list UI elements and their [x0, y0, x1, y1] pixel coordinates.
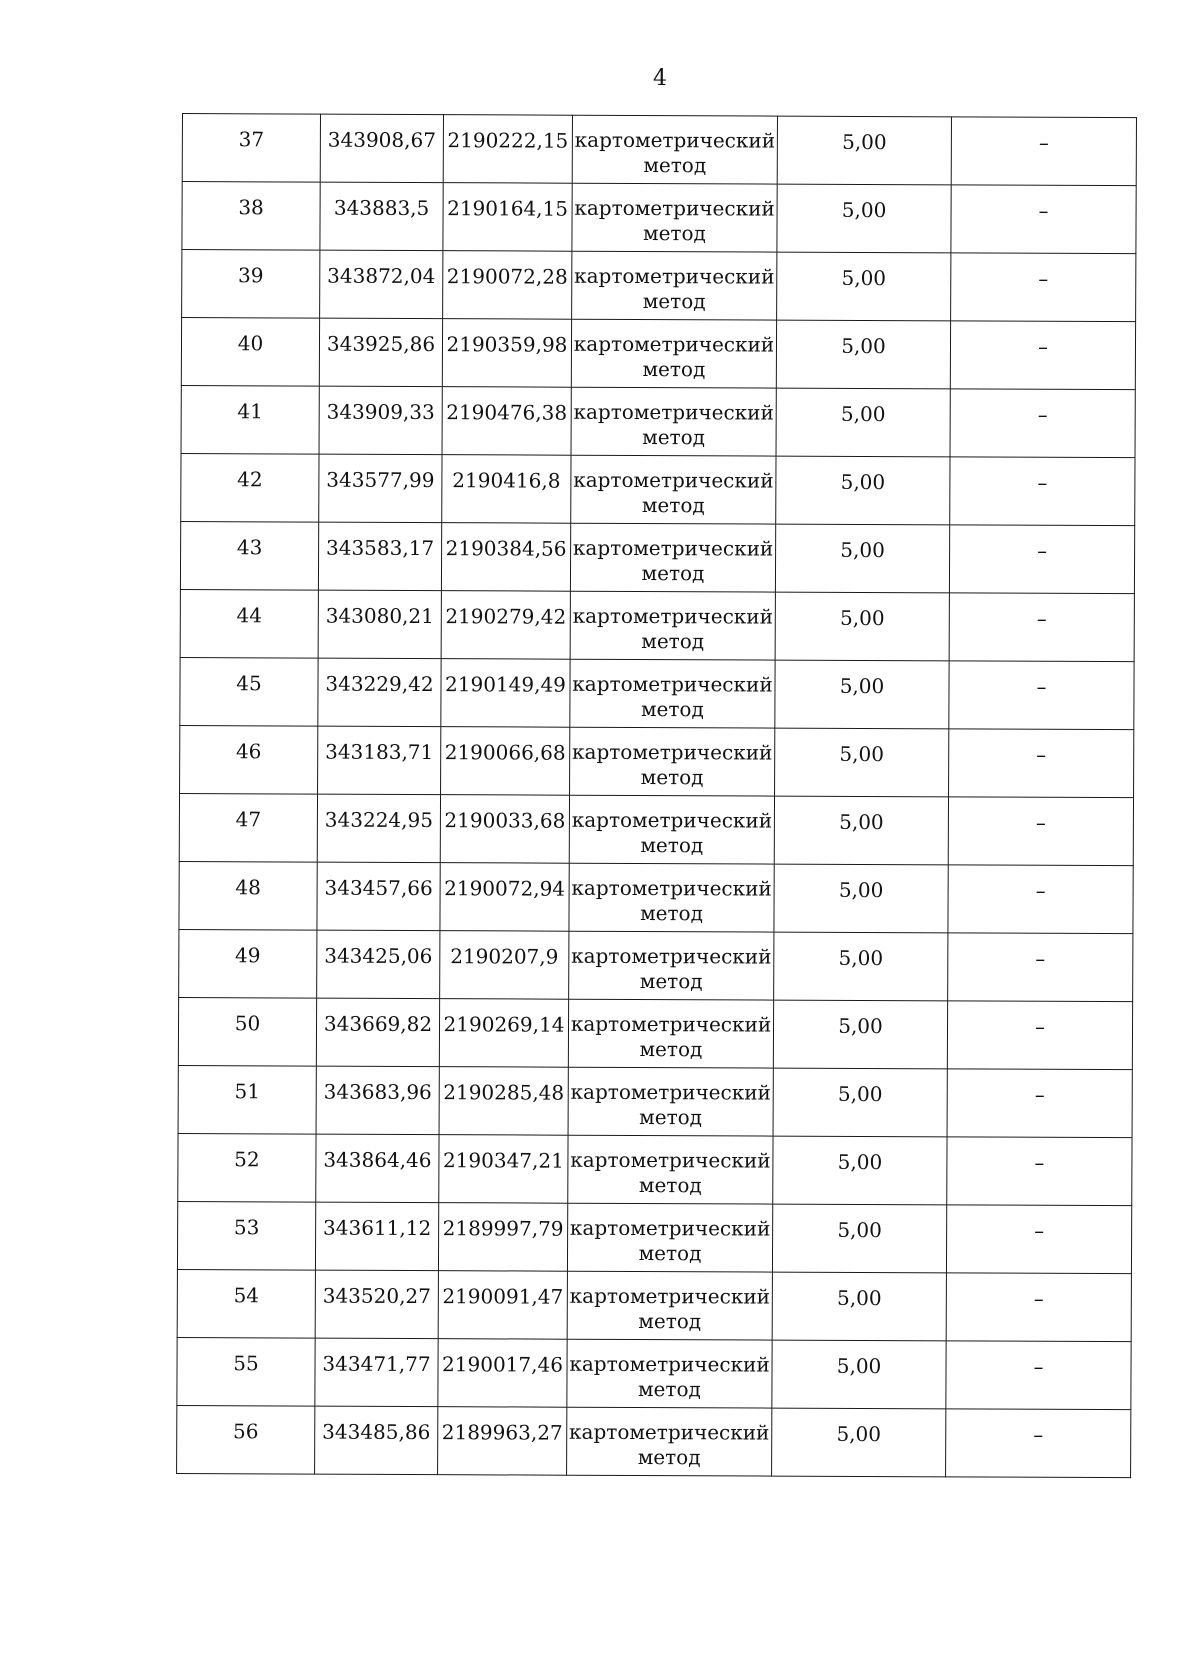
method-line-1: картометрический [574, 127, 776, 153]
method-line-1: картометрический [573, 467, 774, 493]
table-row [180, 521, 1134, 593]
x-coordinate-cell: 343908,67 [320, 114, 443, 183]
table-row [182, 250, 1136, 322]
accuracy-cell: 5,00 [772, 1204, 946, 1273]
y-coordinate-cell: 2190164,15 [443, 183, 572, 252]
note-cell: – [948, 933, 1133, 1002]
y-coordinate-cell: 2190222,15 [443, 115, 572, 184]
x-coordinate-cell: 343872,04 [320, 250, 443, 319]
point-number-cell: 51 [178, 1065, 316, 1134]
x-coordinate-cell: 343883,5 [320, 182, 443, 251]
point-number-cell: 55 [177, 1337, 315, 1406]
method-line-1: картометрический [570, 1147, 771, 1173]
method-line-2: метод [643, 221, 706, 246]
method-line-1: картометрический [570, 1079, 771, 1105]
method-cell [570, 523, 775, 592]
accuracy-cell: 5,00 [775, 524, 949, 593]
coordinates-table-body [177, 114, 1137, 1478]
method-line-2: метод [638, 1173, 702, 1198]
table-row [182, 114, 1136, 186]
note-cell: – [948, 797, 1133, 866]
method-line-2: метод [641, 629, 705, 654]
table-row [179, 929, 1133, 1001]
method-cell [571, 455, 776, 524]
y-coordinate-cell: 2190207,9 [440, 931, 569, 1000]
y-coordinate-cell: 2190359,98 [442, 319, 571, 388]
table-row [179, 861, 1133, 933]
x-coordinate-cell: 343471,77 [315, 1338, 438, 1407]
point-number-cell: 41 [181, 385, 319, 454]
method-cell [569, 795, 774, 864]
method-cell [572, 251, 777, 320]
accuracy-cell: 5,00 [772, 1408, 946, 1477]
y-coordinate-cell: 2190091,47 [438, 1271, 567, 1340]
method-line-2: метод [642, 289, 706, 314]
note-cell: – [949, 729, 1134, 798]
method-line-1: картометрический [569, 1351, 770, 1377]
method-cell [569, 863, 774, 932]
y-coordinate-cell: 2190285,48 [439, 1067, 568, 1136]
y-coordinate-cell: 2190476,38 [442, 387, 571, 456]
method-line-1: картометрический [569, 1215, 771, 1241]
note-cell: – [951, 117, 1136, 186]
method-line-1: картометрический [571, 807, 773, 833]
method-line-2: метод [637, 1445, 701, 1470]
method-cell [571, 319, 776, 388]
accuracy-cell: 5,00 [774, 796, 948, 865]
table-row [177, 1337, 1131, 1409]
x-coordinate-cell: 343425,06 [317, 930, 440, 999]
method-line-2: метод [639, 969, 703, 994]
note-cell: – [948, 865, 1133, 934]
note-cell: – [947, 1001, 1132, 1070]
point-number-cell: 49 [179, 929, 317, 998]
method-line-1: картометрический [569, 1283, 771, 1309]
method-line-2: метод [638, 1241, 702, 1266]
accuracy-cell: 5,00 [774, 932, 948, 1001]
method-line-1: картометрический [572, 603, 774, 629]
method-line-1: картометрический [571, 739, 773, 765]
note-cell: – [950, 457, 1135, 526]
method-line-2: метод [641, 561, 705, 586]
x-coordinate-cell: 343183,71 [318, 726, 441, 795]
note-cell: – [949, 661, 1134, 730]
y-coordinate-cell: 2190269,14 [439, 999, 568, 1068]
y-coordinate-cell: 2190347,21 [439, 1135, 568, 1204]
method-cell [568, 1067, 773, 1136]
table-row [181, 385, 1135, 457]
accuracy-cell: 5,00 [773, 1136, 947, 1205]
accuracy-cell: 5,00 [773, 1000, 947, 1069]
method-line-2: метод [640, 833, 704, 858]
table-row [180, 725, 1134, 797]
table-row [181, 318, 1135, 390]
accuracy-cell: 5,00 [776, 456, 950, 525]
x-coordinate-cell: 343864,46 [316, 1134, 439, 1203]
method-line-1: картометрический [574, 263, 775, 289]
table-row [179, 793, 1133, 865]
point-number-cell: 44 [180, 589, 318, 658]
point-number-cell: 50 [178, 997, 316, 1066]
accuracy-cell: 5,00 [774, 864, 948, 933]
method-line-2: метод [640, 901, 703, 926]
point-number-cell: 46 [180, 725, 318, 794]
point-number-cell: 45 [180, 657, 318, 726]
point-number-cell: 48 [179, 861, 317, 930]
method-cell [572, 115, 777, 184]
accuracy-cell: 5,00 [777, 116, 951, 185]
page-number: 4 [653, 66, 667, 91]
method-line-2: метод [639, 1105, 703, 1130]
y-coordinate-cell: 2190149,49 [441, 659, 570, 728]
method-line-1: картометрический [572, 671, 773, 697]
accuracy-cell: 5,00 [775, 660, 949, 729]
method-line-1: картометрический [571, 875, 772, 901]
y-coordinate-cell: 2190416,8 [442, 455, 571, 524]
note-cell: – [946, 1273, 1131, 1342]
method-cell [570, 591, 775, 660]
point-number-cell: 43 [180, 521, 318, 590]
y-coordinate-cell: 2190017,46 [438, 1339, 567, 1408]
method-cell [572, 183, 777, 252]
table-row [178, 1065, 1132, 1137]
x-coordinate-cell: 343080,21 [318, 590, 441, 659]
method-cell [570, 659, 775, 728]
accuracy-cell: 5,00 [775, 592, 949, 661]
table-row [181, 453, 1135, 525]
method-line-2: метод [638, 1309, 702, 1334]
table-row [178, 1133, 1132, 1205]
accuracy-cell: 5,00 [777, 252, 951, 321]
x-coordinate-cell: 343485,86 [315, 1406, 438, 1475]
point-number-cell: 47 [179, 793, 317, 862]
point-number-cell: 53 [177, 1201, 315, 1270]
method-line-2: метод [641, 493, 705, 518]
method-line-2: метод [642, 357, 706, 382]
accuracy-cell: 5,00 [776, 320, 950, 389]
method-line-1: картометрический [574, 195, 775, 221]
method-line-1: картометрический [571, 943, 772, 969]
point-number-cell: 56 [177, 1405, 315, 1474]
table-row [180, 589, 1134, 661]
method-line-2: метод [640, 697, 704, 722]
method-line-2: метод [639, 1037, 703, 1062]
accuracy-cell: 5,00 [773, 1068, 947, 1137]
y-coordinate-cell: 2190384,56 [441, 523, 570, 592]
x-coordinate-cell: 343925,86 [319, 318, 442, 387]
x-coordinate-cell: 343520,27 [315, 1270, 438, 1339]
method-line-1: картометрический [572, 535, 774, 561]
y-coordinate-cell: 2190066,68 [441, 727, 570, 796]
x-coordinate-cell: 343669,82 [316, 998, 439, 1067]
accuracy-cell: 5,00 [777, 184, 951, 253]
point-number-cell: 54 [177, 1269, 315, 1338]
x-coordinate-cell: 343224,95 [317, 794, 440, 863]
note-cell: – [947, 1069, 1132, 1138]
x-coordinate-cell: 343683,96 [316, 1066, 439, 1135]
note-cell: – [950, 389, 1135, 458]
method-line-1: картометрический [569, 1419, 770, 1445]
y-coordinate-cell: 2190033,68 [440, 795, 569, 864]
point-number-cell: 37 [182, 114, 320, 183]
point-number-cell: 39 [182, 250, 320, 319]
method-cell [567, 1203, 772, 1272]
x-coordinate-cell: 343577,99 [319, 454, 442, 523]
method-line-2: метод [643, 153, 707, 178]
accuracy-cell: 5,00 [775, 728, 949, 797]
table-row [177, 1201, 1131, 1273]
y-coordinate-cell: 2189997,79 [438, 1203, 567, 1272]
note-cell: – [950, 321, 1135, 390]
table-row [178, 997, 1132, 1069]
method-cell [567, 1271, 772, 1340]
method-line-1: картометрический [573, 331, 775, 357]
y-coordinate-cell: 2189963,27 [438, 1407, 567, 1476]
table-row [182, 182, 1136, 254]
method-line-1: картометрический [573, 399, 774, 425]
method-cell [571, 387, 776, 456]
note-cell: – [949, 525, 1134, 594]
y-coordinate-cell: 2190279,42 [441, 591, 570, 660]
method-cell [569, 931, 774, 1000]
y-coordinate-cell: 2190072,28 [443, 251, 572, 320]
method-cell [567, 1407, 772, 1476]
note-cell: – [946, 1409, 1131, 1478]
point-number-cell: 42 [181, 453, 319, 522]
x-coordinate-cell: 343909,33 [319, 386, 442, 455]
note-cell: – [946, 1205, 1131, 1274]
method-line-2: метод [642, 425, 706, 450]
method-cell [570, 727, 775, 796]
coordinates-table [176, 113, 1137, 1478]
method-line-1: картометрический [570, 1011, 772, 1037]
note-cell: – [946, 1341, 1131, 1410]
x-coordinate-cell: 343611,12 [315, 1202, 438, 1271]
x-coordinate-cell: 343583,17 [318, 522, 441, 591]
x-coordinate-cell: 343229,42 [318, 658, 441, 727]
note-cell: – [949, 593, 1134, 662]
table-row [177, 1405, 1131, 1477]
note-cell: – [947, 1137, 1132, 1206]
method-line-2: метод [637, 1377, 701, 1402]
method-line-2: метод [640, 765, 704, 790]
method-cell [568, 999, 773, 1068]
point-number-cell: 40 [181, 318, 319, 387]
table-row [180, 657, 1134, 729]
note-cell: – [951, 185, 1136, 254]
accuracy-cell: 5,00 [772, 1340, 946, 1409]
point-number-cell: 52 [178, 1133, 316, 1202]
method-cell [568, 1135, 773, 1204]
accuracy-cell: 5,00 [776, 388, 950, 457]
accuracy-cell: 5,00 [772, 1272, 946, 1341]
note-cell: – [951, 253, 1136, 322]
y-coordinate-cell: 2190072,94 [440, 863, 569, 932]
point-number-cell: 38 [182, 182, 320, 251]
method-cell [567, 1339, 772, 1408]
table-row [177, 1269, 1131, 1341]
x-coordinate-cell: 343457,66 [317, 862, 440, 931]
